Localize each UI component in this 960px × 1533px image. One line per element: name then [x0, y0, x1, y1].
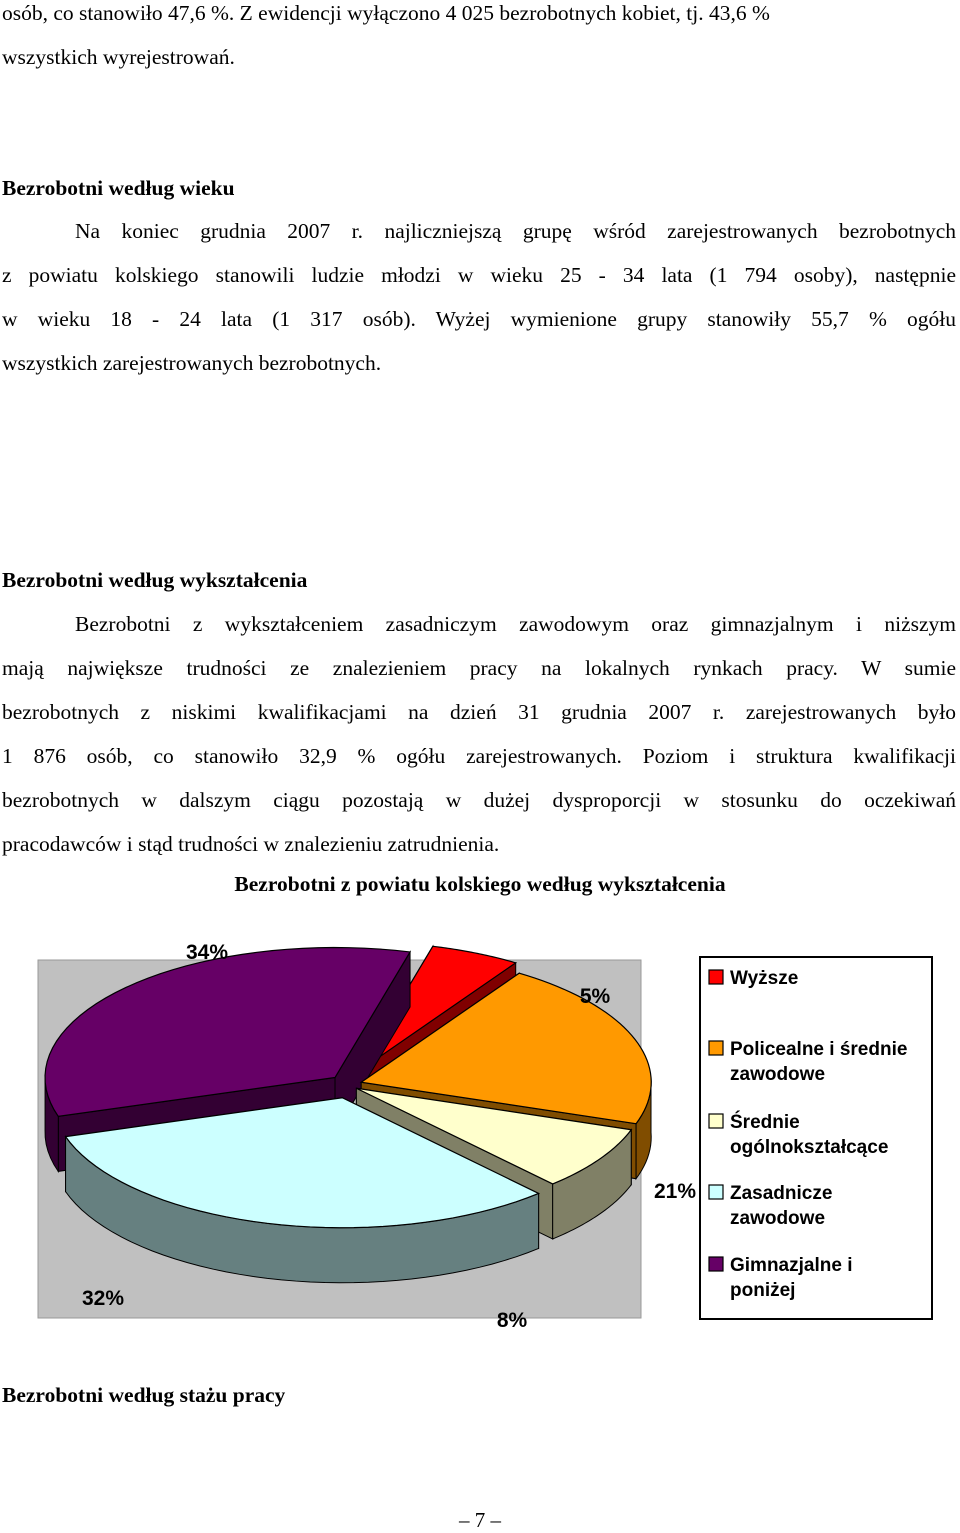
legend-swatch [709, 1257, 723, 1271]
data-label: 21% [653, 1180, 697, 1203]
legend-label: Wyższe [730, 968, 799, 989]
legend-label: Średnie ogólnokształcące [730, 1112, 889, 1158]
text-line: bezrobotnych z niskimi kwalifikacjami na dzień 31 grudnia 2007 r. zarejestrowanych było [2, 700, 956, 724]
section-heading-education: Bezrobotni według wykształcenia [2, 568, 308, 592]
section-heading-age: Bezrobotni według wieku [2, 176, 235, 200]
pie-chart [0, 935, 960, 1335]
text-line: w wieku 18 - 24 lata (1 317 osób). Wyżej wymienione grupy stanowiły 55,7 % ogółu [2, 307, 956, 331]
legend-label: Zasadnicze zawodowe [730, 1183, 833, 1229]
data-label: 34% [185, 941, 229, 964]
text-line: bezrobotnych w dalszym ciągu pozostają w dużej dysproporcji w stosunku do oczekiwań [2, 788, 956, 812]
legend-swatch [709, 970, 723, 984]
text-line: pracodawców i stąd trudności w znalezieniu zatrudnienia. [2, 832, 500, 856]
section-heading-stage: Bezrobotni według stażu pracy [2, 1383, 286, 1407]
legend-swatch [709, 1041, 723, 1055]
legend-label: Policealne i średnie zawodowe [730, 1039, 908, 1085]
text-line: wszystkich wyrejestrowań. [2, 45, 235, 69]
text-line: osób, co stanowiło 47,6 %. Z ewidencji wyłączono 4 025 bezrobotnych kobiet, tj. 43,6 % [2, 1, 770, 25]
text-line: z powiatu kolskiego stanowili ludzie młodzi w wieku 25 - 34 lata (1 794 osoby), następnie [2, 263, 956, 287]
chart-title: Bezrobotni z powiatu kolskiego według wykształcenia [234, 872, 726, 896]
data-label: 8% [496, 1309, 528, 1332]
text-line: wszystkich zarejestrowanych bezrobotnych. [2, 351, 382, 375]
pie-chart-svg [0, 935, 960, 1335]
page-number: – 7 – [459, 1508, 501, 1532]
text-line: Bezrobotni z wykształceniem zasadniczym zawodowym oraz gimnazjalnym i niższym [75, 612, 956, 636]
text-line: mają największe trudności ze znalezieniem pracy na lokalnych rynkach pracy. W sumie [2, 656, 956, 680]
legend-label: Gimnazjalne i poniżej [730, 1255, 853, 1301]
data-label: 32% [81, 1287, 125, 1310]
text-line: 1 876 osób, co stanowiło 32,9 % ogółu zarejestrowanych. Poziom i struktura kwalifikacji [2, 744, 956, 768]
legend-swatch [709, 1114, 723, 1128]
data-label: 5% [579, 985, 611, 1008]
text-line: Na koniec grudnia 2007 r. najliczniejszą grupę wśród zarejestrowanych bezrobotnych [75, 219, 956, 243]
legend-swatch [709, 1185, 723, 1199]
